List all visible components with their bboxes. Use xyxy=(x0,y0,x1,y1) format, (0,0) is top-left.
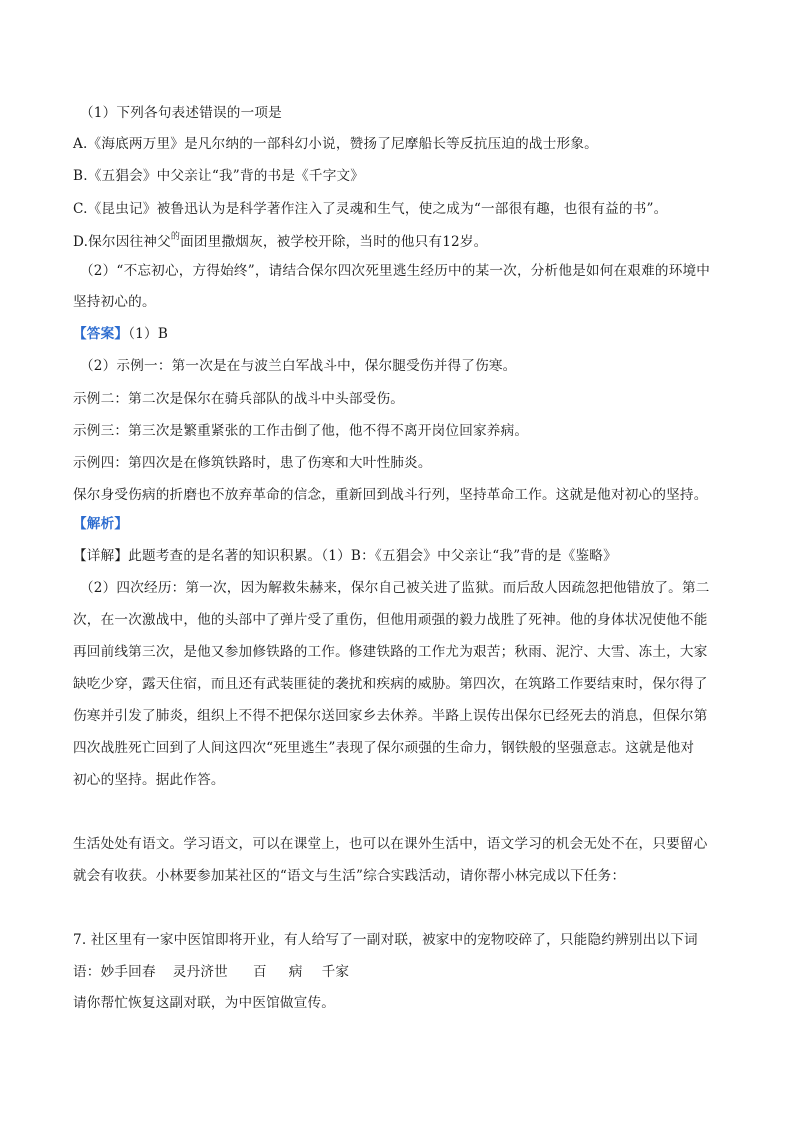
q1-option-a: A.《海底两万里》是凡尔纳的一部科幻小说，赞扬了尼摩船长等反抗压迫的战士形象。 xyxy=(73,136,598,152)
answer-example-4: 示例四：第四次是在修筑铁路时，患了伤寒和大叶性肺炎。 xyxy=(73,455,432,471)
q1-option-d-post: 面团里撒烟灰，被学校开除，当时的他只有12岁。 xyxy=(180,234,488,250)
q7-word: 灵丹济世 xyxy=(172,964,228,980)
answer-summary: 保尔身受伤病的折磨也不放弃革命的信念，重新回到战斗行列，坚持革命工作。这就是他对初心的坚持。 xyxy=(73,487,708,503)
answer-line xyxy=(73,324,168,344)
q7-word: 病 xyxy=(288,964,303,980)
answer-example-3: 示例三：第三次是繁重紧张的工作击倒了他，他不得不离开岗位回家养病。 xyxy=(73,423,529,439)
q7-line2 xyxy=(73,962,349,982)
q1-option-d-sup: 的 xyxy=(170,232,181,242)
q1-stem: （1）下列各句表述错误的一项是 xyxy=(80,105,282,121)
q1-option-d-pre: D.保尔因往神父 xyxy=(73,234,171,250)
analysis-p2-line7: 初心的坚持。据此作答。 xyxy=(73,772,225,788)
analysis-label: 【解析】 xyxy=(73,516,129,532)
analysis-p2-line4: 缺吃少穿，露天住宿，而且还有武装匪徒的袭扰和疾病的威胁。第四次，在筑路工作要结束时，保尔得了 xyxy=(73,676,708,692)
answer-label: 【答案】 xyxy=(73,326,129,342)
q2-line2: 坚持初心的。 xyxy=(73,294,156,310)
answer-q1: （1）B xyxy=(128,326,169,342)
answer-example-1: （2）示例一：第一次是在与波兰白军战斗中，保尔腿受伤并得了伤寒。 xyxy=(80,358,517,374)
q7-word: 妙手回春 xyxy=(100,964,156,980)
analysis-p2-line2: 次，在一次激战中，他的头部中了弹片受了重伤，但他用顽强的毅力战胜了死神。他的身体状况使他不能 xyxy=(73,612,708,628)
q1-option-d xyxy=(73,232,487,254)
q7-line1: 7. 社区里有一家中医馆即将开业，有人给写了一副对联，被家中的宠物咬碎了，只能隐约辨别出以下词 xyxy=(73,932,698,948)
q2-line1: （2）“不忘初心，方得始终”，请结合保尔四次死里逃生经历中的某一次，分析他是如何在艰难的环境中 xyxy=(80,263,711,279)
q7-prefix: 语： xyxy=(73,964,101,980)
analysis-detail: 【详解】此题考查的是名著的知识积累。（1）B：《五猖会》中父亲让“我”背的是《鉴略》 xyxy=(73,548,617,564)
analysis-p2-line6: 四次战胜死亡回到了人间这四次“死里逃生”表现了保尔顽强的生命力，钢铁般的坚强意志。这就是他对 xyxy=(73,740,695,756)
q1-option-c: C.《昆虫记》被鲁迅认为是科学著作注入了灵魂和生气，使之成为“一部很有趣，也很有益的书”。 xyxy=(73,201,668,217)
analysis-p2-line5: 伤寒并引发了肺炎，组织上不得不把保尔送回家乡去休养。半路上误传出保尔已经死去的消息，但保尔第 xyxy=(73,708,708,724)
analysis-p2-line3: 再回前线第三次，是他又参加修铁路的工作。修建铁路的工作尤为艰苦；秋雨、泥泞、大雪、冻土，大家 xyxy=(73,644,708,660)
q7-word: 千家 xyxy=(321,964,350,980)
q7-word: 百 xyxy=(252,964,267,980)
analysis-p2-line1: （2）四次经历：第一次，因为解救朱赫来，保尔自己被关进了监狱。而后敌人因疏忽把他错放了。第二 xyxy=(80,580,710,596)
answer-example-2: 示例二：第二次是保尔在骑兵部队的战斗中头部受伤。 xyxy=(73,391,405,407)
q7-line3: 请你帮忙恢复这副对联，为中医馆做宣传。 xyxy=(73,995,336,1011)
q1-option-b: B.《五猖会》中父亲让“我”背的书是《千字文》 xyxy=(73,168,365,184)
intro-line2: 就会有收获。小林要参加某社区的“语文与生活”综合实践活动，请你帮小林完成以下任务： xyxy=(73,868,626,884)
intro-line1: 生活处处有语文。学习语文，可以在课堂上，也可以在课外生活中，语文学习的机会无处不在，只要留心 xyxy=(73,836,708,852)
